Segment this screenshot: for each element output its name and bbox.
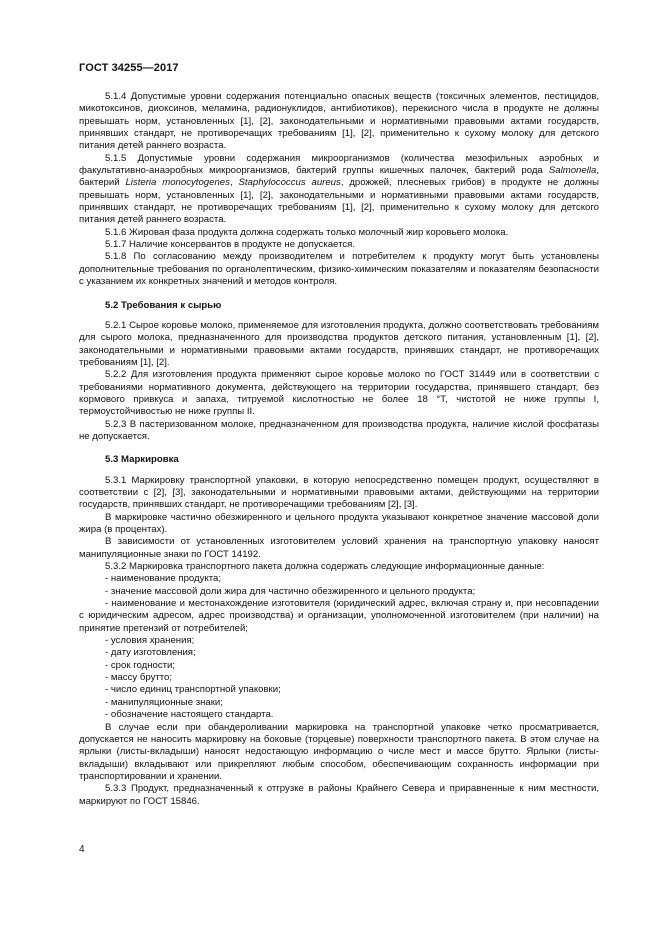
document-code-header: ГОСТ 34255—2017 [79, 62, 179, 74]
document-body [79, 91, 599, 808]
paragraph-5-3-3: 5.3.3 Продукт, предназначенный к отгрузке в районы Крайнего Севера и приравненные к ним местности, маркируют по ГОСТ 15846. [79, 783, 599, 807]
list-item: - дату изготовления; [105, 647, 196, 659]
paragraph-5-1-6: 5.1.6 Жировая фаза продукта должна содержать только молочный жир коровьего молока. [105, 226, 509, 238]
list-item: - срок годности; [105, 659, 176, 671]
paragraph-5-1-5 [79, 153, 599, 227]
salmonella-term: Salmonella [548, 165, 597, 177]
list-item: - массу брутто; [105, 672, 173, 684]
paragraph-5-3-1-fat: В маркировке частично обезжиренного и цельного продукта указывают конкретное значение массовой доли жира (в процентах). [79, 511, 599, 535]
staphylococcus-term: Staphylococcus aureus [238, 177, 341, 189]
list-item: - значение массовой доли жира для частично обезжиренного и цельного продукта; [105, 585, 476, 597]
paragraph-5-1-8: 5.1.8 По согласованию между производителем и потребителем к продукту могут быть установлены дополнительные требования по органолептическим, физико-химическим показателям и показателям безопасности с указанием их конкретных значений и методов контроля. [79, 251, 599, 288]
list-item: - манипуляционные знаки; [105, 696, 223, 708]
paragraph-5-3-1: 5.3.1 Маркировку транспортной упаковки, в которую непосредственно помещен продукт, осуществляют в соответствии с [2], [3], законодательными и нормативными правовыми актами, действующими на территории государств, принявших стандарт, не противоречащими требованиям [2], [3]. [79, 474, 599, 511]
list-item: - условия хранения; [105, 635, 195, 647]
document-page [79, 62, 600, 807]
paragraph-5-1-5-part-a: 5.1.5 Допустимые уровни содержания микроорганизмов (количества мезофильных аэробных и факультативно-анаэробных микроорганизмов, бактерий группы кишечных палочек, бактерий рода [79, 152, 599, 177]
section-heading-5-3: 5.3 Маркировка [105, 454, 179, 466]
paragraph-5-1-5-part-d: , дрожжей, плесневых грибов) в продукте не должны превышать норм, установленных [1], [2], законодательными и нормативными правовыми актами государств, принявших стандарт, не противоречащих требованиям [1], [2], применительно к сухому молоку для детского питания детей раннего возраста. [79, 177, 600, 226]
paragraph-5-3-1-signs: В зависимости от установленных изготовителем условий хранения на транспортную упаковку наносят манипуляционные знаки по ГОСТ 14192. [79, 536, 599, 560]
paragraph-5-2-1: 5.2.1 Сырое коровье молоко, применяемое для изготовления продукта, должно соответствовать требованиям для сырого молока, предназначенного для производства продуктов детского питания, установленным [1], [2], законодательными и нормативными правовыми актами государств, принявших стандарт, не противоречащих требованиям [1], [2]. [79, 319, 599, 368]
list-item-manufacturer: - наименование и местонахождение изготовителя (юридический адрес, включая страну и, при несовпадении с юридическим адресом, адрес производства) и организации, уполномоченной изготовителем (при наличии) на принятие претензий от потребителей; [79, 598, 599, 634]
page-number: 4 [79, 844, 85, 855]
paragraph-5-3-2-labels: В случае если при обандероливании маркировка на транспортной упаковке четко просматривается, допускается не наносить маркировку на боковые (торцевые) поверхности транспортного пакета. В этом случае на ярлыки (листы-вкладыши) наносят недостающую информацию о числе мест и массе брутто. Ярлыки (листы-вкладыши) вкладывают или прикрепляют любым способом, обеспечивающим сохранность информации при транспортировании и хранении. [79, 721, 599, 782]
list-item: - наименование продукта; [105, 573, 222, 585]
section-heading-5-2: 5.2 Требования к сырью [105, 299, 222, 311]
paragraph-5-2-3: 5.2.3 В пастеризованном молоке, предназначенном для производства продукта, наличие кислой фосфатазы не допускается. [79, 418, 599, 442]
paragraph-5-2-2: 5.2.2 Для изготовления продукта применяют сырое коровье молоко по ГОСТ 31449 или в соответствии с требованиями нормативного документа, действующего на территории государства, принявшего стандарт, без кормового привкуса и запаха, титруемой кислотностью не более 18 °Т, чистотой не ниже группы I, термоустойчивостью не ниже группы II. [79, 369, 599, 418]
paragraph-5-1-7: 5.1.7 Наличие консервантов в продукте не допускается. [105, 239, 356, 251]
paragraph-5-1-4: 5.1.4 Допустимые уровни содержания потенциально опасных веществ (токсичных элементов, пестицидов, микотоксинов, диоксинов, меламина, радионуклидов, антибиотиков), перекисного числа в продукте не должны превышать норм, установленных [1], [2], законодательными и нормативными правовыми актами государств, принявших стандарт, не противоречащих требованиям [1], [2], применительно к сухому молоку для детского питания детей раннего возраста. [79, 91, 599, 152]
list-item: - обозначение настоящего стандарта. [105, 709, 274, 721]
listeria-term: Listeria monocytogenes [125, 177, 230, 189]
paragraph-5-1-5-part-c: , [229, 177, 239, 189]
paragraph-5-1-5-part-b: , бактерий [79, 165, 599, 189]
list-item: - число единиц транспортной упаковки; [105, 684, 281, 696]
paragraph-5-3-2: 5.3.2 Маркировка транспортного пакета должна содержать следующие информационные данные: [105, 561, 545, 573]
